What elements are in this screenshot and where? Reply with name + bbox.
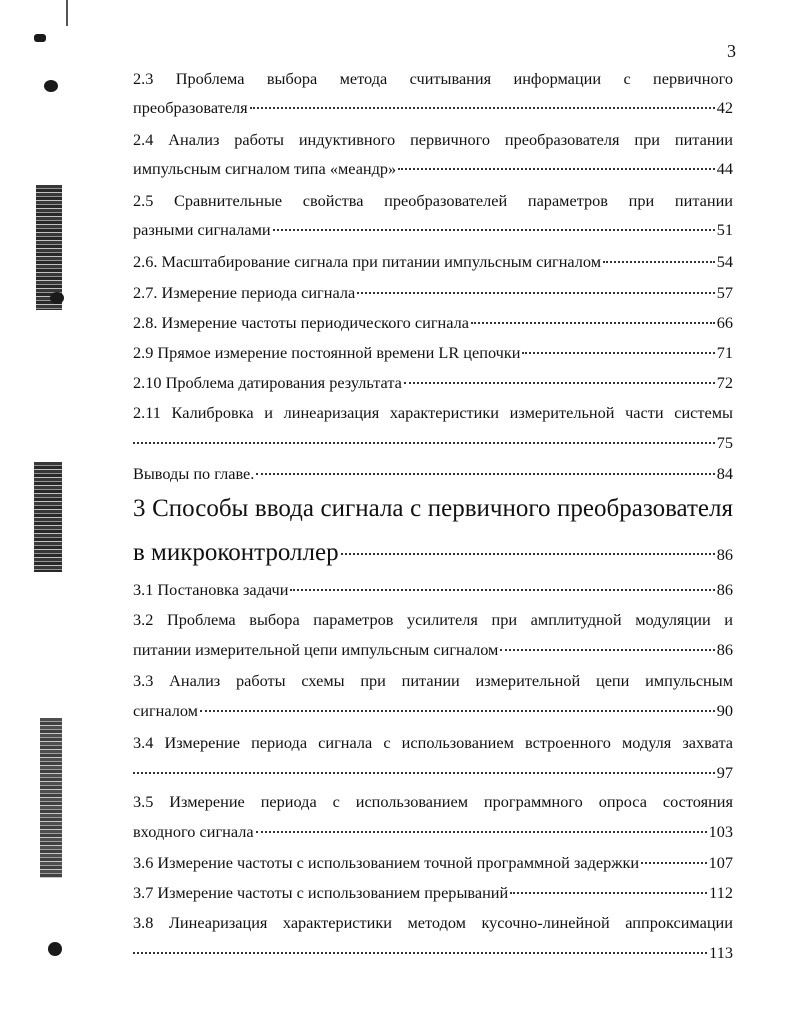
scan-blot [44,80,58,92]
dot-leader [398,168,715,170]
toc-page-number: 112 [709,883,733,902]
toc-entry-title-end: сигналом [133,701,198,720]
toc-entry-title-end: преобразователя [133,98,248,117]
toc-entry-2-5 [133,191,733,240]
toc-entry-title-line: 3.3 Анализ работы схемы при питании измерительной цепи импульсным [133,671,733,690]
dot-leader [200,710,715,712]
toc-page-number: 86 [716,580,733,599]
dot-leader [641,862,706,864]
toc-entry-2-8 [133,313,733,333]
toc-entry-title: 2.6. Масштабирование сигнала при питании импульсным сигналом [133,252,602,271]
dot-leader [250,107,715,109]
toc-page-number: 90 [716,701,733,720]
toc-page-number: 42 [716,98,733,117]
toc-page-number: 54 [716,252,733,271]
scan-streak [40,718,62,878]
toc-page-number: 107 [708,853,733,872]
toc-entry-title-line: 3.4 Измерение периода сигнала с использованием встроенного модуля захвата [133,733,733,752]
toc-page-number: 113 [709,943,733,962]
toc-entry-2-3 [133,69,733,118]
dot-leader [133,442,715,444]
dot-leader [522,352,714,354]
toc-entry-title: 2.7. Измерение периода сигнала [133,283,356,302]
dot-leader [500,649,714,651]
dot-leader [341,553,715,555]
toc-entry-2-7 [133,283,733,303]
scan-blot [34,34,46,42]
toc-entry-title-end: импульсным сигналом типа «меандр» [133,159,397,178]
toc-entry-2-9 [133,343,733,363]
toc-page-number: 86 [716,545,733,564]
toc-page-number: 72 [716,373,733,392]
toc-entry-title: 2.10 Проблема датирования результата [133,373,402,392]
toc-entry-title-line: 2.4 Анализ работы индуктивного первичного преобразователя при питании [133,130,733,149]
chapter-title-end: в микроконтроллер [133,539,339,566]
toc-page-number: 71 [716,343,733,362]
scan-margin-artifacts [0,0,80,1034]
toc-entry-title: 3.1 Постановка задачи [133,580,289,599]
dot-leader [404,382,715,384]
toc-entry-3-8 [133,913,733,963]
dot-leader [471,322,715,324]
dot-leader [133,772,715,774]
toc-entry-title: 2.8. Измерение частоты периодического сигнала [133,313,469,332]
toc-entry-title: Выводы по главе. [133,464,255,483]
toc-page-number: 97 [716,763,733,782]
toc-entry-2-6 [133,252,733,272]
dot-leader [510,892,707,894]
toc-entry-title-end: входного сигнала [133,822,254,841]
toc-entry-title: 2.9 Прямое измерение постоянной времени LR цепочки [133,343,521,362]
toc-page-number: 84 [716,464,733,483]
toc-entry-2-11 [133,403,733,453]
toc-chapter-3 [133,494,733,570]
scan-line-mark [66,0,68,26]
toc-entry-2-4 [133,130,733,179]
toc-entry-title: 3.6 Измерение частоты с использованием точной программной задержки [133,853,640,872]
toc-page-number: 75 [716,433,733,452]
scan-streak [34,462,62,572]
toc-entry-title-line: 2.11 Калибровка и линеаризация характеристики измерительной части системы [133,403,733,422]
toc-entry-title-line: 2.5 Сравнительные свойства преобразователей параметров при питании [133,191,733,210]
page-number: 3 [727,41,736,61]
toc-entry-title-line: 3.5 Измерение периода с использованием программного опроса состояния [133,792,733,811]
toc-entry-3-6 [133,853,733,873]
toc-entry-title-end: питании измерительной цепи импульсным сигналом [133,640,499,659]
toc-entry-3-4 [133,733,733,783]
toc-page-number: 51 [716,220,733,239]
toc-entry-3-1 [133,580,733,600]
toc-entry-title-line: 3.2 Проблема выбора параметров усилителя при амплитудной модуляции и [133,610,733,629]
dot-leader [273,229,715,231]
toc-entry-2-10 [133,373,733,393]
toc-entry-title-line: 3.8 Линеаризация характеристики методом кусочно-линейной аппроксимации [133,913,733,932]
toc-entry-3-5 [133,792,733,842]
toc-entry-3-7 [133,883,733,903]
toc-entry-conclusions [133,464,733,484]
toc-page-number: 66 [716,313,733,332]
dot-leader [357,292,715,294]
chapter-title-line: 3 Способы ввода сигнала с первичного преобразователя [133,495,733,522]
toc-entry-title: 3.7 Измерение частоты с использованием прерываний [133,883,509,902]
dot-leader [290,589,714,591]
dot-leader [256,473,714,475]
toc-entry-title-end: разными сигналами [133,220,271,239]
toc-page-number: 57 [716,283,733,302]
dot-leader [256,831,707,833]
toc-entry-3-2 [133,610,733,660]
dot-leader [603,261,715,263]
toc-page-number: 44 [716,159,733,178]
toc-page-number: 103 [708,822,733,841]
scan-blot [50,292,64,304]
toc-page-number: 86 [716,640,733,659]
dot-leader [133,952,707,954]
toc-entry-title-line: 2.3 Проблема выбора метода считывания информации с первичного [133,69,733,88]
scan-blot [48,942,62,956]
toc-entry-3-3 [133,671,733,721]
